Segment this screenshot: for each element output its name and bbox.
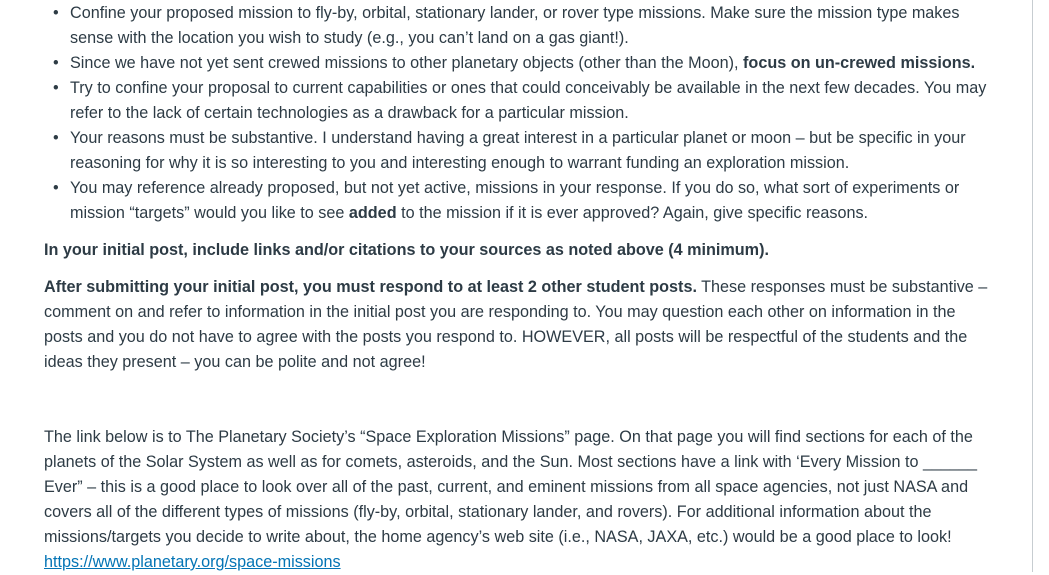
- list-item-text: to the mission if it is ever approved? Again, give specific reasons.: [396, 204, 869, 222]
- list-item-emphasis: focus on un-crewed missions.: [743, 54, 976, 72]
- list-item-text: Confine your proposed mission to fly-by, orbital, stationary lander, or rover type missions. Make sure the mission type makes sense with the location you wish to study (e.g., you can’t land on a gas giant!).: [70, 4, 960, 47]
- initial-post-instructions: [44, 238, 994, 263]
- list-item-text: Try to confine your proposal to current capabilities or ones that could conceivably be available in the next few decades. You may refer to the lack of certain technologies as a drawback for a particular mission.: [70, 79, 987, 122]
- response-details: These responses must be substantive – comment on and refer to information in the initial post you are responding to. You may question each other on information in the posts and you do not have to agree with the posts you respond to. HOWEVER, all posts will be respectful of the students and the ideas they present – you can be polite and not agree!: [44, 278, 988, 371]
- bullet-icon: •: [53, 179, 59, 197]
- response-instructions: [44, 275, 994, 375]
- list-item: [44, 176, 994, 226]
- response-requirement: After submitting your initial post, you must respond to at least 2 other student posts.: [44, 278, 697, 296]
- bullet-icon: •: [53, 129, 59, 147]
- list-item: [44, 1, 994, 51]
- bullet-icon: •: [53, 79, 59, 97]
- resource-link-container: [44, 553, 384, 572]
- bullet-icon: •: [53, 54, 59, 72]
- resource-paragraph: [44, 425, 994, 550]
- list-item: [44, 126, 994, 176]
- planetary-society-link[interactable]: https://www.planetary.org/space-missions: [44, 553, 341, 571]
- resource-paragraph-text: The link below is to The Planetary Society’s “Space Exploration Missions” page. On that page you will find sections for each of the planets of the Solar System as well as for comets, asteroids, and the Sun. Most sections have a link with ‘Every Mission to ______ Ever” – this is a good place to look over all of the past, current, and eminent missions from all space agencies, not just NASA and covers all of the different types of missions (fly-by, orbital, stationary lander, and rovers). For additional information about the missions/targets you decide to write about, the home agency’s web site (i.e., NASA, JAXA, etc.) would be a good place to look!: [44, 428, 978, 546]
- list-item-emphasis: added: [348, 204, 397, 222]
- list-item-text: Your reasons must be substantive. I understand having a great interest in a particular planet or moon – but be specific in your reasoning for why it is so interesting to you and interesting enough to warrant funding an exploration mission.: [70, 129, 966, 172]
- list-item-text: Since we have not yet sent crewed missions to other planetary objects (other than the Moon),: [70, 54, 744, 72]
- content-right-border: [1032, 0, 1033, 572]
- requirements-list: [44, 1, 994, 226]
- list-item: [44, 51, 994, 76]
- list-item-text: You may reference already proposed, but not yet active, missions in your response. If you do so, what sort of experiments or mission “targets” would you like to see: [70, 179, 960, 222]
- bullet-icon: •: [53, 4, 59, 22]
- initial-post-text: In your initial post, include links and/or citations to your sources as noted above (4 minimum).: [44, 241, 769, 259]
- list-item: [44, 76, 994, 126]
